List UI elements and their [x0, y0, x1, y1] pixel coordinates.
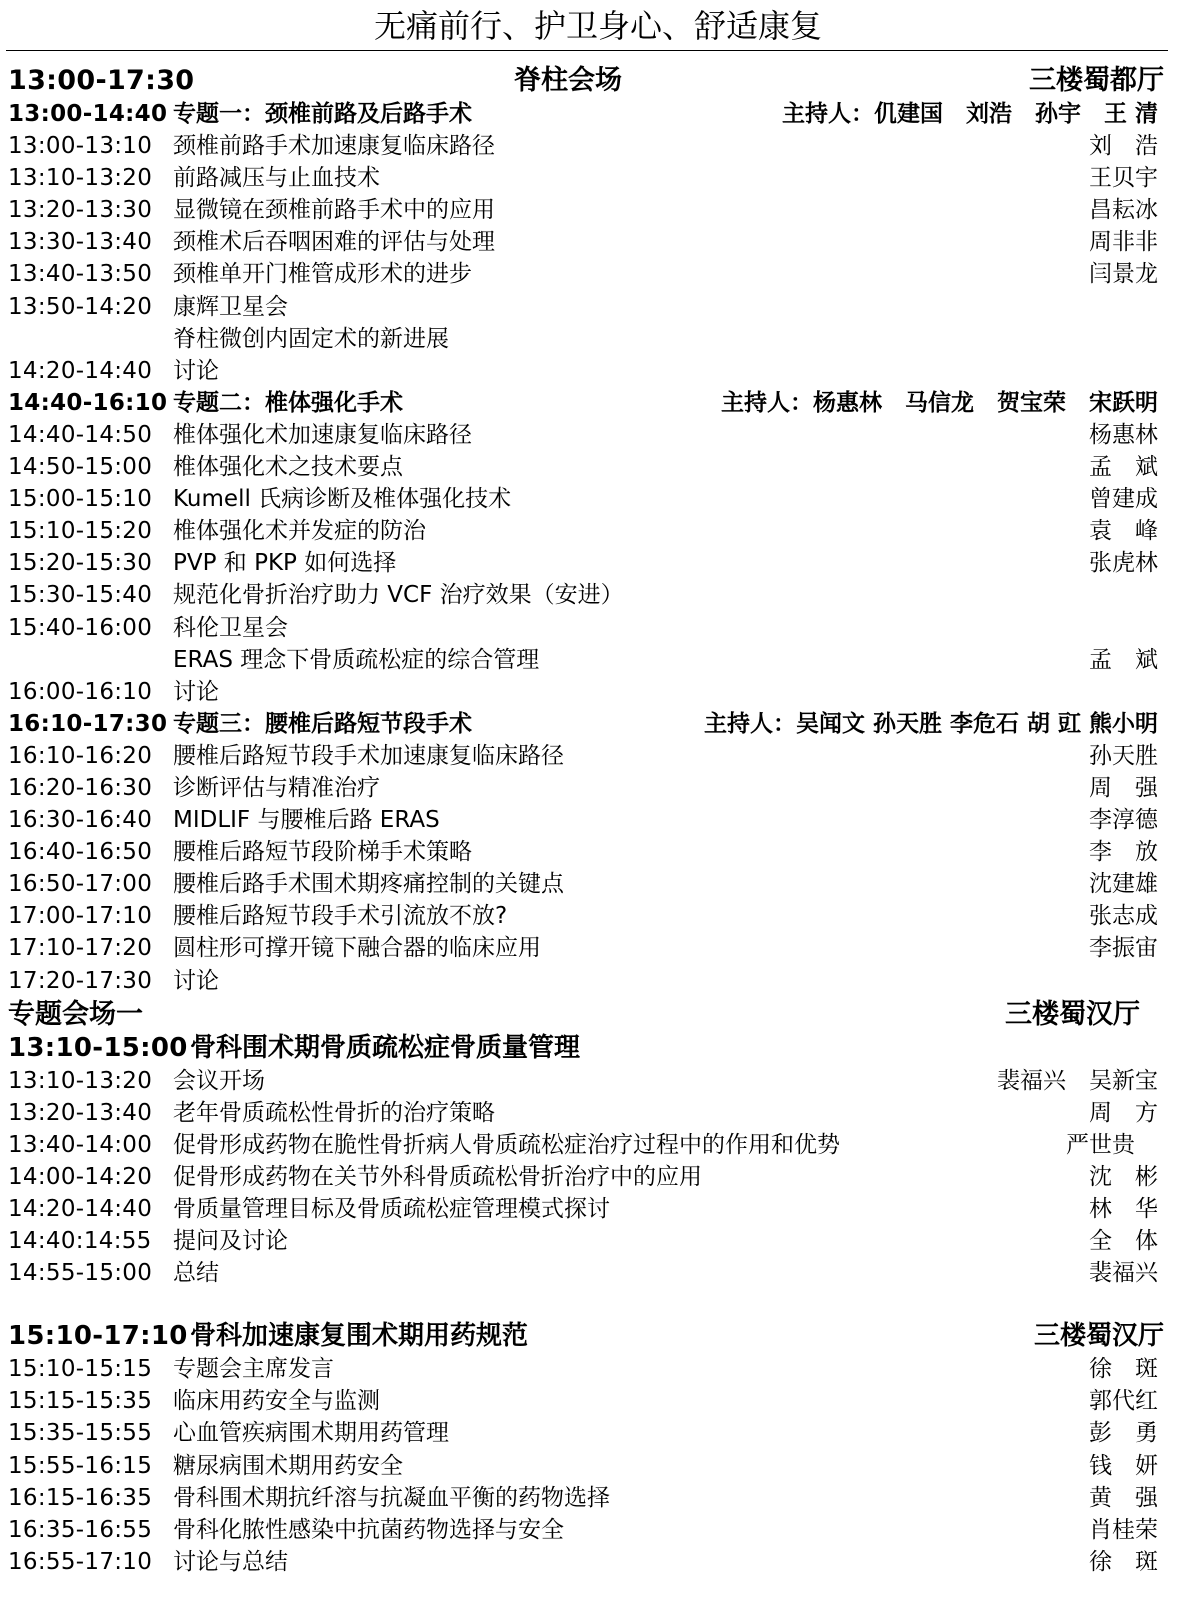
time-range: 13:00-14:40	[8, 101, 168, 127]
speaker: 周非非	[1089, 229, 1158, 256]
schedule-row	[8, 965, 1158, 997]
room-name: 三楼蜀都厅	[1029, 65, 1164, 96]
schedule-row	[8, 1065, 1158, 1097]
talk-title: 脊柱微创内固定术的新进展	[173, 325, 449, 352]
schedule-row	[8, 1482, 1158, 1514]
talk-title: 腰椎后路短节段手术加速康复临床路径	[173, 742, 564, 769]
talk-title: 椎体强化术并发症的防治	[173, 518, 426, 545]
venue-header	[8, 997, 1158, 1031]
time-range: 15:10-17:10	[8, 1321, 188, 1352]
time-range: 14:50-15:00	[8, 454, 153, 481]
room-name: 三楼蜀汉厅	[1005, 998, 1140, 1030]
talk-title: 颈椎单开门椎管成形术的进步	[173, 261, 472, 288]
schedule-row	[8, 1161, 1158, 1193]
time-range: 13:30-13:40	[8, 229, 153, 256]
schedule-row	[8, 1417, 1158, 1449]
time-range: 17:20-17:30	[8, 967, 153, 994]
talk-title: 骨科围术期抗纤溶与抗凝血平衡的药物选择	[173, 1484, 610, 1511]
speaker: 孟 斌	[1089, 454, 1158, 481]
speaker: 王贝宇	[1089, 165, 1158, 192]
room-name: 三楼蜀汉厅	[1033, 1321, 1164, 1352]
topic-title: 专题一：颈椎前路及后路手术	[173, 101, 472, 127]
time-range: 15:10-15:15	[8, 1356, 153, 1383]
speaker: 张虎林	[1089, 550, 1158, 577]
talk-title: 前路减压与止血技术	[173, 165, 380, 192]
schedule-row	[8, 451, 1158, 483]
talk-title: 专题会主席发言	[173, 1356, 334, 1383]
topic-title: 骨科围术期骨质疏松症骨质量管理	[190, 1032, 581, 1063]
speaker: 闫景龙	[1089, 261, 1158, 288]
talk-title: 会议开场	[173, 1067, 265, 1094]
speaker: 全 体	[1089, 1228, 1158, 1255]
talk-title: 讨论	[173, 678, 219, 705]
time-range: 14:20-14:40	[8, 1196, 153, 1222]
talk-title: 科伦卫星会	[173, 614, 288, 641]
time-range: 14:40-16:10	[8, 389, 168, 416]
speaker: 沈建雄	[1089, 871, 1158, 898]
speaker: 李振宙	[1089, 935, 1158, 962]
schedule-row	[8, 419, 1158, 451]
time-range: 15:55-16:15	[8, 1452, 153, 1479]
time-range: 16:10-16:20	[8, 742, 153, 769]
time-range: 13:20-13:40	[8, 1099, 153, 1126]
moderators: 主持人：杨惠林 马信龙 贺宝荣 宋跃明	[721, 389, 1158, 416]
schedule-row	[8, 483, 1158, 515]
time-range: 16:30-16:40	[8, 807, 153, 834]
time-range: 13:00-13:10	[8, 133, 153, 160]
schedule-list	[8, 62, 1164, 1578]
talk-title: 显微镜在颈椎前路手术中的应用	[173, 197, 495, 224]
talk-title: 促骨形成药物在关节外科骨质疏松骨折治疗中的应用	[173, 1163, 702, 1190]
talk-title: 腰椎后路短节段手术引流放不放?	[173, 903, 508, 930]
spacer	[8, 1289, 1158, 1319]
schedule-row	[8, 1450, 1158, 1482]
speaker: 周 强	[1089, 774, 1158, 801]
topic-row	[8, 98, 1158, 130]
time-range: 17:00-17:10	[8, 903, 153, 930]
talk-title: 老年骨质疏松性骨折的治疗策略	[173, 1099, 495, 1126]
speaker: 张志成	[1089, 903, 1158, 930]
speaker: 裴福兴	[1089, 1260, 1158, 1287]
schedule-row	[8, 932, 1158, 964]
time-range: 13:10-15:00	[8, 1032, 188, 1063]
venue-header	[8, 62, 1164, 98]
talk-title: 总结	[173, 1260, 219, 1287]
time-range: 13:50-14:20	[8, 293, 153, 320]
topic-row	[8, 708, 1158, 740]
time-range: 16:35-16:55	[8, 1516, 153, 1543]
talk-title: 骨科化脓性感染中抗菌药物选择与安全	[173, 1516, 564, 1543]
talk-title: PVP 和 PKP 如何选择	[173, 550, 397, 577]
topic-title: 专题二：椎体强化手术	[173, 389, 403, 416]
time-range: 15:10-15:20	[8, 518, 153, 545]
time-range: 16:15-16:35	[8, 1484, 153, 1511]
speaker: 刘 浩	[1089, 133, 1158, 160]
talk-title: 临床用药安全与监测	[173, 1388, 380, 1415]
schedule-row	[8, 740, 1158, 772]
schedule-row	[8, 772, 1158, 804]
talk-title: 讨论与总结	[173, 1548, 288, 1575]
schedule-row	[8, 1385, 1158, 1417]
time-range: 14:40-14:50	[8, 421, 153, 448]
schedule-row	[8, 355, 1158, 387]
talk-title: 椎体强化术之技术要点	[173, 454, 403, 481]
speaker: 昌耘冰	[1089, 197, 1158, 224]
time-range: 16:00-16:10	[8, 678, 153, 705]
speaker: 李 放	[1089, 839, 1158, 866]
talk-title: 腰椎后路手术围术期疼痛控制的关键点	[173, 871, 564, 898]
time-range: 13:00-17:30	[8, 65, 195, 96]
schedule-row	[8, 1514, 1158, 1546]
time-range: 16:55-17:10	[8, 1548, 153, 1575]
talk-title: 心血管疾病围术期用药管理	[173, 1420, 449, 1447]
speaker: 肖桂荣	[1089, 1516, 1158, 1543]
talk-title: 椎体强化术加速康复临床路径	[173, 421, 472, 448]
schedule-row	[8, 258, 1158, 290]
time-range: 16:20-16:30	[8, 774, 153, 801]
speaker: 徐 斑	[1089, 1356, 1158, 1383]
time-range: 17:10-17:20	[8, 935, 153, 962]
talk-title: 腰椎后路短节段阶梯手术策略	[173, 839, 472, 866]
schedule-row	[8, 836, 1158, 868]
time-range: 15:00-15:10	[8, 486, 153, 513]
speaker: 彭 勇	[1089, 1420, 1158, 1447]
time-range: 16:10-17:30	[8, 710, 168, 737]
schedule-row	[8, 162, 1158, 194]
speaker: 徐 斑	[1089, 1548, 1158, 1575]
topic-title: 专题三：腰椎后路短节段手术	[173, 710, 472, 737]
time-range: 13:20-13:30	[8, 197, 153, 224]
session-header	[8, 1031, 1158, 1065]
talk-title: 颈椎前路手术加速康复临床路径	[173, 133, 495, 160]
schedule-row	[8, 194, 1158, 226]
talk-title: 诊断评估与精准治疗	[173, 774, 380, 801]
time-range: 13:40-13:50	[8, 261, 153, 288]
schedule-row	[8, 291, 1158, 323]
time-range: 13:40-14:00	[8, 1131, 153, 1158]
talk-title: Kumell 氏病诊断及椎体强化技术	[173, 486, 512, 513]
speaker: 钱 妍	[1089, 1452, 1158, 1479]
speaker: 严世贵	[1066, 1131, 1158, 1158]
time-range: 16:50-17:00	[8, 871, 153, 898]
time-range: 15:30-15:40	[8, 582, 153, 609]
speaker: 曾建成	[1089, 486, 1158, 513]
schedule-row	[8, 547, 1158, 579]
schedule-row	[8, 226, 1158, 258]
schedule-row	[8, 515, 1158, 547]
venue-name: 专题会场一	[8, 998, 143, 1030]
topic-title: 骨科加速康复围术期用药规范	[190, 1321, 529, 1352]
schedule-row	[8, 1097, 1158, 1129]
schedule-row	[8, 1353, 1158, 1385]
talk-title: 骨质量管理目标及骨质疏松症管理模式探讨	[173, 1196, 610, 1222]
time-range: 15:35-15:55	[8, 1420, 153, 1447]
schedule-row	[8, 323, 1158, 355]
schedule-row	[8, 130, 1158, 162]
talk-title: 促骨形成药物在脆性骨折病人骨质疏松症治疗过程中的作用和优势	[173, 1131, 840, 1158]
talk-title: MIDLIF 与腰椎后路 ERAS	[173, 807, 440, 834]
speaker: 李淳德	[1089, 807, 1158, 834]
speaker: 孟 斌	[1089, 646, 1158, 673]
schedule-row	[8, 644, 1158, 676]
talk-title: 提问及讨论	[173, 1228, 288, 1255]
speaker: 周 方	[1089, 1099, 1158, 1126]
schedule-row	[8, 804, 1158, 836]
schedule-row	[8, 1129, 1158, 1161]
schedule-row	[8, 1546, 1158, 1578]
speaker: 杨惠林	[1089, 421, 1158, 448]
time-range: 16:40-16:50	[8, 839, 153, 866]
venue-name: 脊柱会场	[514, 65, 622, 96]
speaker: 沈 彬	[1089, 1163, 1158, 1190]
schedule-row	[8, 1257, 1158, 1289]
time-range: 13:10-13:20	[8, 1067, 153, 1094]
speaker: 袁 峰	[1089, 518, 1158, 545]
talk-title: 糖尿病围术期用药安全	[173, 1452, 403, 1479]
time-range: 15:40-16:00	[8, 614, 153, 641]
time-range: 14:20-14:40	[8, 357, 153, 384]
speaker: 孙天胜	[1089, 742, 1158, 769]
schedule-row	[8, 579, 1158, 611]
time-range: 14:55-15:00	[8, 1260, 153, 1287]
schedule-row	[8, 1225, 1158, 1257]
title-divider	[6, 50, 1168, 51]
schedule-row	[8, 868, 1158, 900]
talk-title: 讨论	[173, 967, 219, 994]
speaker: 黄 强	[1089, 1484, 1158, 1511]
speaker: 郭代红	[1089, 1388, 1158, 1415]
time-range: 14:40:14:55	[8, 1228, 152, 1255]
schedule-row	[8, 900, 1158, 932]
moderators: 主持人：仉建国 刘浩 孙宇 王 清	[781, 101, 1158, 127]
time-range: 15:15-15:35	[8, 1388, 153, 1415]
talk-title: ERAS 理念下骨质疏松症的综合管理	[173, 646, 540, 673]
schedule-row	[8, 612, 1158, 644]
speaker: 林 华	[1089, 1196, 1158, 1222]
talk-title: 康辉卫星会	[173, 293, 288, 320]
talk-title: 规范化骨折治疗助力 VCF 治疗效果（安进）	[173, 582, 624, 609]
schedule-row	[8, 1193, 1158, 1225]
time-range: 13:10-13:20	[8, 165, 153, 192]
talk-title: 颈椎术后吞咽困难的评估与处理	[173, 229, 495, 256]
topic-row	[8, 387, 1158, 419]
session-header	[8, 1319, 1164, 1353]
document-title: 无痛前行、护卫身心、舒适康复	[373, 7, 822, 45]
schedule-row	[8, 676, 1158, 708]
talk-title: 圆柱形可撑开镜下融合器的临床应用	[173, 935, 541, 962]
time-range: 15:20-15:30	[8, 550, 153, 577]
speaker: 裴福兴 吴新宝	[997, 1067, 1158, 1094]
talk-title: 讨论	[173, 357, 219, 384]
time-range: 14:00-14:20	[8, 1163, 153, 1190]
moderators: 主持人：吴闻文 孙天胜 李危石 胡 豇 熊小明	[703, 710, 1158, 737]
